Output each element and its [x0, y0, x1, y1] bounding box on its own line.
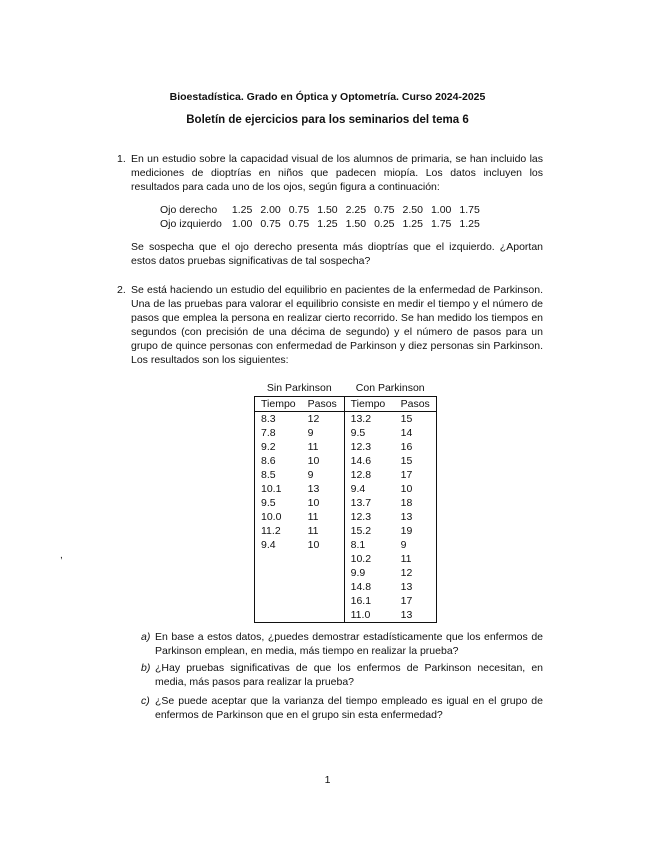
header-without-parkinson: Sin Parkinson: [266, 382, 332, 394]
cell-time-without: 7.8: [255, 426, 302, 440]
cell-time-without: 9.4: [255, 538, 302, 552]
col-steps-without: Pasos: [302, 397, 345, 412]
cell-time-without: [255, 580, 302, 594]
cell-time-with: 14.6: [350, 455, 372, 467]
diopter-row: [160, 203, 484, 217]
diopter-row: [160, 217, 484, 231]
cell-steps-without: 11: [302, 510, 345, 524]
table-row: [255, 496, 437, 510]
cell-steps-without: [302, 608, 345, 623]
table-row: [255, 566, 437, 580]
subquestion-c-label: c): [141, 695, 150, 707]
cell-time-with: 12.3: [350, 511, 372, 523]
question-2-number: 2.: [117, 284, 126, 296]
cell-time-with: 11.0: [344, 608, 395, 623]
diopter-value: 2.50: [402, 204, 423, 216]
cell-steps-with: 19: [395, 524, 437, 538]
cell-steps-with: 13: [395, 608, 437, 623]
cell-steps-without: 11: [302, 440, 345, 454]
cell-steps-with: 16: [395, 440, 437, 454]
cell-time-without: 8.5: [255, 468, 302, 482]
table-row: [255, 538, 437, 552]
diopter-value: 1.00: [430, 204, 452, 216]
cell-steps-with: 13: [395, 510, 437, 524]
cell-steps-with: 11: [395, 552, 437, 566]
table-row: [255, 454, 437, 468]
table-row: [255, 482, 437, 496]
diopter-value: 1.25: [459, 218, 480, 230]
cell-time-without: [255, 552, 302, 566]
cell-steps-with: 10: [395, 482, 437, 496]
table-row: [255, 580, 437, 594]
diopter-value: 2.25: [345, 204, 367, 216]
cell-time-with: 8.1: [350, 539, 366, 551]
cell-steps-without: 12: [302, 412, 345, 427]
table-row: [255, 552, 437, 566]
cell-time-with: 16.1: [350, 595, 372, 607]
parkinson-table: [254, 381, 437, 623]
cell-steps-without: 9: [302, 426, 345, 440]
cell-steps-with: 17: [395, 468, 437, 482]
cell-time-without: 9.5: [255, 496, 302, 510]
diopter-value: 1.50: [317, 204, 338, 216]
diopter-value: 1.25: [231, 204, 253, 216]
col-time-with: Tiempo: [344, 397, 395, 412]
cell-steps-without: 11: [302, 524, 345, 538]
stray-mark: ,: [60, 550, 63, 561]
diopter-row-label: Ojo derecho: [160, 204, 218, 216]
table-row: [255, 510, 437, 524]
cell-steps-with: 15: [395, 454, 437, 468]
diopter-value: 0.75: [260, 218, 281, 230]
cell-time-without: 8.6: [255, 454, 302, 468]
cell-time-without: [255, 608, 302, 623]
cell-steps-without: [302, 580, 345, 594]
cell-time-without: 10.1: [255, 482, 302, 496]
cell-time-without: 10.0: [255, 510, 302, 524]
diopter-value: 1.25: [402, 218, 423, 230]
diopter-value: 0.75: [374, 204, 395, 216]
cell-time-with: 9.9: [350, 567, 366, 579]
diopter-value: 1.75: [430, 218, 452, 230]
table-row: [255, 468, 437, 482]
cell-steps-without: [302, 566, 345, 580]
cell-time-with: 9.4: [350, 483, 366, 495]
subquestion-b-text: ¿Hay pruebas significativas de que los enfermos de Parkinson necesitan, en media, más pasos para realizar la prueba?: [155, 662, 543, 688]
header-with-parkinson: Con Parkinson: [355, 382, 425, 394]
question-1-intro: En un estudio sobre la capacidad visual de los alumnos de primaria, se han incluido las mediciones de dioptrías en niños que padecen miopía. Los datos incluyen los resultados para cada uno de los ojos, según figura a continuación:: [131, 153, 543, 193]
cell-steps-without: 10: [302, 454, 345, 468]
cell-steps-with: 18: [395, 496, 437, 510]
diopter-value: 2.00: [260, 204, 281, 216]
subquestion-a-text: En base a estos datos, ¿puedes demostrar estadísticamente que los enfermos de Parkinson emplean, en media, más tiempo en realizar la prueba?: [155, 631, 543, 657]
diopter-value: 0.25: [374, 218, 395, 230]
subquestion-c-text: ¿Se puede aceptar que la varianza del tiempo empleado es igual en el grupo de enfermos de Parkinson que en el grupo sin esta enfermedad?: [155, 695, 543, 721]
table-row: [255, 440, 437, 454]
diopter-row-label: Ojo izquierdo: [160, 218, 222, 230]
diopter-value: 0.75: [288, 218, 310, 230]
diopter-value: 0.75: [288, 204, 310, 216]
cell-steps-without: 9: [302, 468, 345, 482]
table-row: [255, 608, 437, 623]
cell-time-without: [255, 566, 302, 580]
diopter-value: 1.25: [317, 218, 338, 230]
question-1-number: 1.: [117, 153, 126, 165]
cell-steps-without: 13: [302, 482, 345, 496]
cell-time-with: 15.2: [350, 525, 372, 537]
cell-time-with: 14.8: [350, 581, 372, 593]
diopter-value: 1.00: [231, 218, 253, 230]
col-time-without: Tiempo: [255, 397, 302, 412]
col-steps-with: Pasos: [395, 397, 437, 412]
table-row: [255, 594, 437, 608]
cell-time-with: 13.2: [350, 413, 372, 425]
cell-time-with: 13.7: [350, 497, 372, 509]
cell-steps-with: 13: [395, 580, 437, 594]
cell-steps-with: 9: [395, 538, 437, 552]
document-title: Bioestadística. Grado en Óptica y Optometría. Curso 2024-2025: [169, 91, 486, 103]
cell-time-with: 9.5: [350, 427, 366, 439]
cell-time-with: 12.3: [350, 441, 372, 453]
cell-steps-without: [302, 594, 345, 608]
cell-steps-with: 17: [395, 594, 437, 608]
cell-steps-with: 12: [395, 566, 437, 580]
page-number: 1: [324, 774, 331, 786]
table-row: [255, 412, 437, 427]
cell-steps-without: [302, 552, 345, 566]
question-2-intro: Se está haciendo un estudio del equilibrio en pacientes de la enfermedad de Parkinson. Una de las pruebas para valorar el equilibrio consiste en medir el tiempo y el número de pasos que emplea la persona en realizar cierto recorrido. Se han medido los tiempos en segundos (con precisión de una décima de segundo) y el número de pasos para un grupo de quince personas con enfermedad de Parkinson y diez personas sin Parkinson. Los resultados son los siguientes:: [131, 284, 543, 366]
question-1-question: Se sospecha que el ojo derecho presenta más dioptrías que el izquierdo. ¿Aportan estos datos pruebas significativas de tal sospecha?: [131, 241, 543, 267]
subquestion-b-label: b): [141, 662, 151, 674]
diopter-value: 1.50: [345, 218, 367, 230]
cell-time-without: 9.2: [255, 440, 302, 454]
diopter-table: [160, 203, 484, 231]
cell-time-with: 10.2: [350, 553, 372, 565]
diopter-value: 1.75: [459, 204, 480, 216]
document-subtitle: Boletín de ejercicios para los seminarios del tema 6: [186, 114, 469, 126]
cell-steps-with: 15: [395, 412, 437, 427]
cell-time-with: 12.8: [350, 469, 372, 481]
cell-steps-without: 10: [302, 538, 345, 552]
cell-steps-with: 14: [395, 426, 437, 440]
cell-time-without: [255, 594, 302, 608]
cell-time-without: 8.3: [255, 412, 302, 427]
table-row: [255, 524, 437, 538]
subquestion-a-label: a): [141, 631, 151, 643]
cell-time-without: 11.2: [255, 524, 302, 538]
table-row: [255, 426, 437, 440]
cell-steps-without: 10: [302, 496, 345, 510]
